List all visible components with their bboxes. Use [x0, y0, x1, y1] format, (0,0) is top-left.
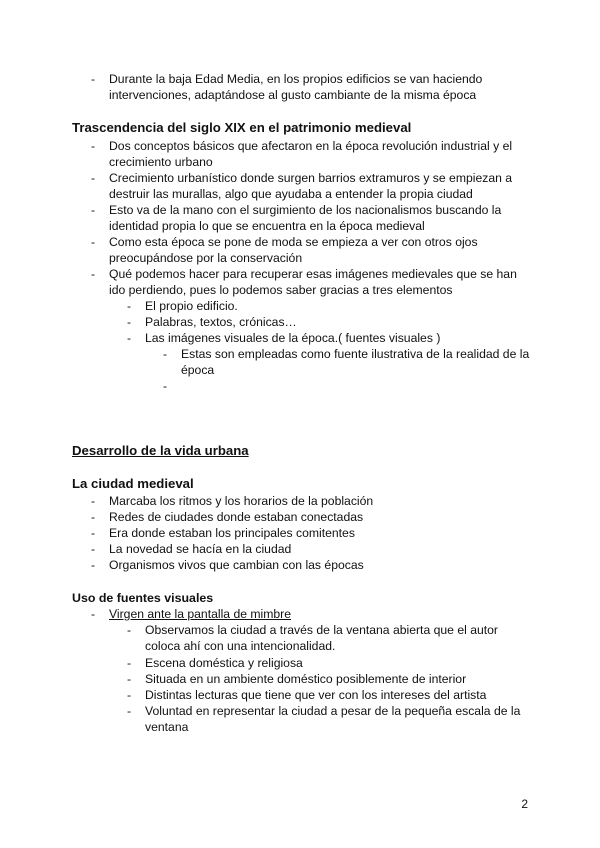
- bullet-dash: -: [91, 267, 96, 281]
- section-heading: Trascendencia del siglo XIX en el patrimonio medieval: [72, 120, 412, 135]
- page-number: 2: [521, 797, 528, 811]
- bullet-dash: -: [91, 235, 96, 249]
- subsub-list-item: Estas son empleadas como fuente ilustrativa de la realidad de la: [181, 347, 530, 361]
- sub-list-item: El propio edificio.: [145, 299, 238, 313]
- sub-list-item: Situada en un ambiente doméstico posiblemente de interior: [145, 672, 467, 686]
- bullet-dash: -: [163, 347, 168, 361]
- list-item: Dos conceptos básicos que afectaron en la época revolución industrial y el: [109, 139, 513, 153]
- list-item-cont: crecimiento urbano: [109, 155, 213, 169]
- list-item: La novedad se hacía en la ciudad: [109, 542, 292, 556]
- source-item: Virgen ante la pantalla de mimbre: [109, 607, 292, 621]
- list-item: Crecimiento urbanístico donde surgen barrios extramuros y se empiezan a: [109, 171, 513, 185]
- bullet-dash: -: [91, 510, 96, 524]
- list-item: Esto va de la mano con el surgimiento de los nacionalismos buscando la: [109, 203, 502, 217]
- intro-line-1: Durante la baja Edad Media, en los propios edificios se van haciendo: [109, 72, 483, 86]
- list-item: Marcaba los ritmos y los horarios de la población: [109, 494, 374, 508]
- bullet-dash: -: [127, 704, 132, 718]
- sub-list-item: Las imágenes visuales de la época.( fuentes visuales ): [145, 331, 441, 345]
- bullet-dash: -: [127, 672, 132, 686]
- bullet-dash: -: [91, 171, 96, 185]
- section-subheading: La ciudad medieval: [72, 476, 194, 491]
- bullet-dash: -: [91, 607, 96, 621]
- bullet-dash: -: [91, 526, 96, 540]
- sub-list-item: Voluntad en representar la ciudad a pesar de la pequeña escala de la: [145, 704, 521, 718]
- list-item-cont: identidad propia lo que se encuentra en la época medieval: [109, 219, 425, 233]
- section-heading: Uso de fuentes visuales: [72, 591, 214, 605]
- sub-list-item: Observamos la ciudad a través de la ventana abierta que el autor: [145, 623, 498, 637]
- list-item-cont: destruir las murallas, algo que ayudaba a entender la propia ciudad: [109, 187, 473, 201]
- list-item-cont: ido perdiendo, pues lo podemos saber gracias a tres elementos: [109, 283, 453, 297]
- intro-line-2: intervenciones, adaptándose al gusto cambiante de la misma época: [109, 88, 477, 102]
- list-item-cont: preocupándose por la conservación: [109, 251, 303, 265]
- section-title: Desarrollo de la vida urbana: [72, 443, 249, 458]
- sub-list-item: Escena doméstica y religiosa: [145, 656, 303, 670]
- list-item: Qué podemos hacer para recuperar esas imágenes medievales que se han: [109, 267, 517, 281]
- sub-list-item-cont: coloca ahí con una intencionalidad.: [145, 639, 336, 653]
- bullet-dash: -: [163, 379, 168, 393]
- bullet-dash: -: [91, 72, 96, 86]
- bullet-dash: -: [127, 623, 132, 637]
- bullet-dash: -: [127, 688, 132, 702]
- bullet-dash: -: [127, 331, 132, 345]
- sub-list-item: Distintas lecturas que tiene que ver con los intereses del artista: [145, 688, 487, 702]
- list-item: Como esta época se pone de moda se empieza a ver con otros ojos: [109, 235, 478, 249]
- list-item: Organismos vivos que cambian con las épocas: [109, 558, 364, 572]
- list-item: Redes de ciudades donde estaban conectadas: [109, 510, 364, 524]
- subsub-list-item-cont: época: [181, 363, 215, 377]
- list-item: Era donde estaban los principales comitentes: [109, 526, 355, 540]
- bullet-dash: -: [127, 315, 132, 329]
- bullet-dash: -: [91, 203, 96, 217]
- bullet-dash: -: [127, 299, 132, 313]
- bullet-dash: -: [91, 558, 96, 572]
- bullet-dash: -: [91, 139, 96, 153]
- bullet-dash: -: [91, 542, 96, 556]
- bullet-dash: -: [91, 494, 96, 508]
- sub-list-item: Palabras, textos, crónicas…: [145, 315, 297, 329]
- bullet-dash: -: [127, 656, 132, 670]
- sub-list-item-cont: ventana: [145, 720, 189, 734]
